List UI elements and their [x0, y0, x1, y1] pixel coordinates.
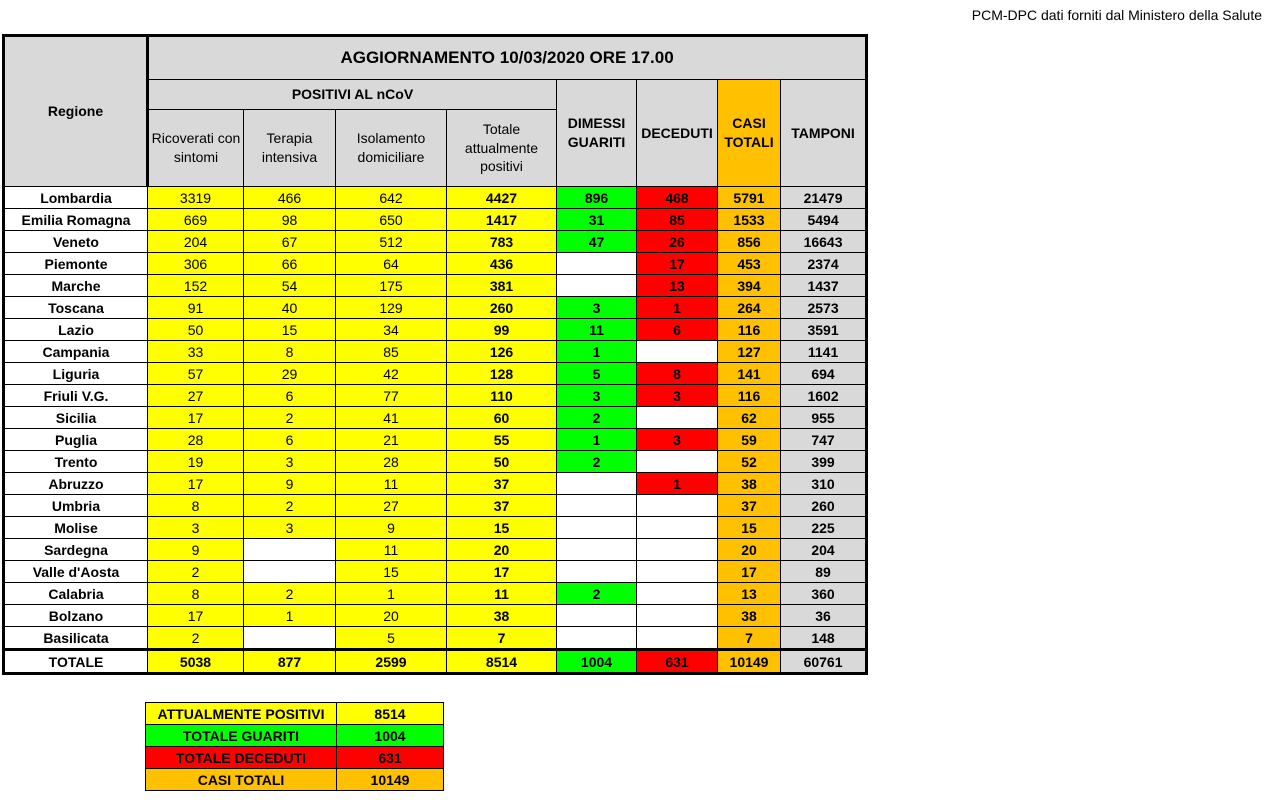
cell-isolamento: 27: [336, 495, 447, 517]
cell-isolamento: 85: [336, 341, 447, 363]
cell-tamponi: 5494: [781, 209, 867, 231]
cell-dimessi: [557, 539, 637, 561]
summary-value: 631: [337, 747, 444, 769]
header-deceduti: DECEDUTI: [637, 80, 718, 187]
covid-region-table: [2, 34, 868, 675]
summary-value: 1004: [337, 725, 444, 747]
cell-deceduti: [637, 341, 718, 363]
cell-regione: Valle d'Aosta: [4, 561, 148, 583]
cell-regione: Piemonte: [4, 253, 148, 275]
cell-isolamento: 42: [336, 363, 447, 385]
cell-ricoverati: 669: [148, 209, 244, 231]
cell-totale: 110: [447, 385, 557, 407]
cell-terapia: [244, 539, 336, 561]
cell-deceduti: [637, 451, 718, 473]
summary-table: [145, 702, 444, 791]
cell-casi: 59: [718, 429, 781, 451]
cell-terapia: 3: [244, 517, 336, 539]
cell-dimessi: [557, 495, 637, 517]
cell-deceduti: 631: [637, 650, 718, 674]
cell-dimessi: 2: [557, 451, 637, 473]
cell-deceduti: 6: [637, 319, 718, 341]
table-row: [4, 495, 867, 517]
cell-dimessi: [557, 605, 637, 627]
cell-dimessi: 47: [557, 231, 637, 253]
cell-dimessi: 1: [557, 341, 637, 363]
cell-tamponi: 360: [781, 583, 867, 605]
cell-regione: Lombardia: [4, 187, 148, 209]
cell-deceduti: [637, 539, 718, 561]
cell-totale: 11: [447, 583, 557, 605]
summary-label: TOTALE DECEDUTI: [146, 747, 337, 769]
cell-terapia: 877: [244, 650, 336, 674]
source-note: PCM-DPC dati forniti dal Ministero della Salute: [971, 7, 1262, 23]
cell-totale: 38: [447, 605, 557, 627]
cell-regione: Campania: [4, 341, 148, 363]
cell-casi: 7: [718, 627, 781, 650]
cell-tamponi: 2374: [781, 253, 867, 275]
cell-deceduti: [637, 407, 718, 429]
cell-ricoverati: 28: [148, 429, 244, 451]
cell-regione: Umbria: [4, 495, 148, 517]
cell-isolamento: 1: [336, 583, 447, 605]
cell-ricoverati: 2: [148, 627, 244, 650]
cell-isolamento: 34: [336, 319, 447, 341]
cell-deceduti: 17: [637, 253, 718, 275]
cell-regione: Bolzano: [4, 605, 148, 627]
cell-dimessi: 2: [557, 407, 637, 429]
cell-totale: 55: [447, 429, 557, 451]
cell-regione: Friuli V.G.: [4, 385, 148, 407]
cell-casi: 1533: [718, 209, 781, 231]
cell-ricoverati: 3319: [148, 187, 244, 209]
cell-regione: Toscana: [4, 297, 148, 319]
header-title: AGGIORNAMENTO 10/03/2020 ORE 17.00: [148, 36, 867, 80]
cell-dimessi: 3: [557, 385, 637, 407]
table-row: [4, 627, 867, 650]
cell-ricoverati: 306: [148, 253, 244, 275]
table-row: [4, 209, 867, 231]
cell-ricoverati: 3: [148, 517, 244, 539]
cell-totale: 60: [447, 407, 557, 429]
cell-tamponi: 36: [781, 605, 867, 627]
cell-casi: 116: [718, 385, 781, 407]
cell-casi: 20: [718, 539, 781, 561]
cell-isolamento: 11: [336, 473, 447, 495]
summary-value: 10149: [337, 769, 444, 791]
cell-ricoverati: 9: [148, 539, 244, 561]
cell-casi: 62: [718, 407, 781, 429]
table-row: [4, 583, 867, 605]
cell-dimessi: 5: [557, 363, 637, 385]
cell-regione: Abruzzo: [4, 473, 148, 495]
cell-deceduti: [637, 583, 718, 605]
cell-isolamento: 2599: [336, 650, 447, 674]
cell-dimessi: [557, 517, 637, 539]
table-row: [4, 319, 867, 341]
header-terapia: Terapia intensiva: [244, 110, 336, 187]
table-row: [4, 253, 867, 275]
cell-dimessi: [557, 275, 637, 297]
cell-tamponi: 225: [781, 517, 867, 539]
cell-dimessi: 896: [557, 187, 637, 209]
cell-tamponi: 60761: [781, 650, 867, 674]
cell-totale: 126: [447, 341, 557, 363]
cell-dimessi: [557, 473, 637, 495]
totals-row: [4, 650, 867, 674]
cell-deceduti: 13: [637, 275, 718, 297]
cell-terapia: 8: [244, 341, 336, 363]
cell-ricoverati: 33: [148, 341, 244, 363]
header-ricoverati: Ricoverati con sintomi: [148, 110, 244, 187]
cell-tamponi: 3591: [781, 319, 867, 341]
cell-tamponi: 2573: [781, 297, 867, 319]
cell-regione: Molise: [4, 517, 148, 539]
cell-ricoverati: 17: [148, 605, 244, 627]
cell-tamponi: 310: [781, 473, 867, 495]
cell-deceduti: [637, 495, 718, 517]
header-dimessi: DIMESSI GUARITI: [557, 80, 637, 187]
cell-isolamento: 64: [336, 253, 447, 275]
cell-casi: 5791: [718, 187, 781, 209]
table-row: [4, 297, 867, 319]
cell-totale: 37: [447, 495, 557, 517]
cell-terapia: 54: [244, 275, 336, 297]
cell-ricoverati: 8: [148, 495, 244, 517]
table-row: [4, 539, 867, 561]
cell-casi: 116: [718, 319, 781, 341]
table-row: [4, 517, 867, 539]
header-totale-positivi: Totale attualmente positivi: [447, 110, 557, 187]
cell-regione: Basilicata: [4, 627, 148, 650]
summary-label: ATTUALMENTE POSITIVI: [146, 703, 337, 725]
cell-terapia: 6: [244, 429, 336, 451]
cell-totale: 7: [447, 627, 557, 650]
cell-ricoverati: 2: [148, 561, 244, 583]
cell-isolamento: 175: [336, 275, 447, 297]
cell-isolamento: 11: [336, 539, 447, 561]
cell-tamponi: 204: [781, 539, 867, 561]
cell-terapia: [244, 561, 336, 583]
cell-deceduti: 1: [637, 473, 718, 495]
cell-totale: 436: [447, 253, 557, 275]
cell-tamponi: 1602: [781, 385, 867, 407]
cell-casi: 38: [718, 473, 781, 495]
cell-terapia: 1: [244, 605, 336, 627]
header-positivi: POSITIVI AL nCoV: [148, 80, 557, 110]
cell-tamponi: 16643: [781, 231, 867, 253]
cell-casi: 856: [718, 231, 781, 253]
cell-totale: 4427: [447, 187, 557, 209]
cell-dimessi: 1: [557, 429, 637, 451]
cell-casi: 37: [718, 495, 781, 517]
table-row: [4, 561, 867, 583]
cell-tamponi: 694: [781, 363, 867, 385]
cell-deceduti: [637, 605, 718, 627]
cell-totale: 128: [447, 363, 557, 385]
cell-tamponi: 89: [781, 561, 867, 583]
cell-terapia: 66: [244, 253, 336, 275]
cell-regione: Marche: [4, 275, 148, 297]
cell-regione: Puglia: [4, 429, 148, 451]
cell-deceduti: 468: [637, 187, 718, 209]
table-row: [4, 231, 867, 253]
cell-isolamento: 512: [336, 231, 447, 253]
cell-dimessi: 3: [557, 297, 637, 319]
cell-terapia: 15: [244, 319, 336, 341]
cell-ricoverati: 152: [148, 275, 244, 297]
cell-totale: 1417: [447, 209, 557, 231]
table-row: [4, 429, 867, 451]
cell-deceduti: 3: [637, 429, 718, 451]
summary-value: 8514: [337, 703, 444, 725]
cell-tamponi: 747: [781, 429, 867, 451]
cell-ricoverati: 17: [148, 407, 244, 429]
cell-totale: 50: [447, 451, 557, 473]
cell-ricoverati: 27: [148, 385, 244, 407]
cell-dimessi: [557, 627, 637, 650]
cell-ricoverati: 5038: [148, 650, 244, 674]
cell-terapia: 67: [244, 231, 336, 253]
cell-casi: 264: [718, 297, 781, 319]
header-isolamento: Isolamento domiciliare: [336, 110, 447, 187]
cell-terapia: 466: [244, 187, 336, 209]
cell-isolamento: 21: [336, 429, 447, 451]
table-body: [4, 187, 867, 674]
cell-terapia: 40: [244, 297, 336, 319]
cell-ricoverati: 8: [148, 583, 244, 605]
cell-terapia: 2: [244, 583, 336, 605]
cell-isolamento: 5: [336, 627, 447, 650]
cell-regione: Liguria: [4, 363, 148, 385]
cell-deceduti: [637, 627, 718, 650]
cell-totale: 99: [447, 319, 557, 341]
cell-terapia: 3: [244, 451, 336, 473]
summary-label: TOTALE GUARITI: [146, 725, 337, 747]
summary-row: [146, 747, 444, 769]
table-row: [4, 385, 867, 407]
cell-ricoverati: 204: [148, 231, 244, 253]
cell-isolamento: 28: [336, 451, 447, 473]
cell-totale: 8514: [447, 650, 557, 674]
cell-isolamento: 129: [336, 297, 447, 319]
cell-ricoverati: 91: [148, 297, 244, 319]
table-row: [4, 407, 867, 429]
cell-ricoverati: 50: [148, 319, 244, 341]
cell-deceduti: [637, 517, 718, 539]
cell-regione: Veneto: [4, 231, 148, 253]
cell-terapia: 2: [244, 495, 336, 517]
cell-terapia: 2: [244, 407, 336, 429]
cell-terapia: 29: [244, 363, 336, 385]
cell-tamponi: 1141: [781, 341, 867, 363]
table-row: [4, 363, 867, 385]
table-row: [4, 187, 867, 209]
cell-totale: 15: [447, 517, 557, 539]
cell-casi: 394: [718, 275, 781, 297]
cell-totale: 20: [447, 539, 557, 561]
cell-dimessi: 1004: [557, 650, 637, 674]
cell-deceduti: 8: [637, 363, 718, 385]
cell-deceduti: [637, 561, 718, 583]
cell-totale: 381: [447, 275, 557, 297]
cell-tamponi: 955: [781, 407, 867, 429]
cell-casi: 10149: [718, 650, 781, 674]
cell-regione: Trento: [4, 451, 148, 473]
cell-isolamento: 9: [336, 517, 447, 539]
cell-casi: 38: [718, 605, 781, 627]
cell-totale: 783: [447, 231, 557, 253]
cell-tamponi: 148: [781, 627, 867, 650]
cell-tamponi: 399: [781, 451, 867, 473]
cell-terapia: 98: [244, 209, 336, 231]
header-tamponi: TAMPONI: [781, 80, 867, 187]
cell-regione: Lazio: [4, 319, 148, 341]
cell-ricoverati: 17: [148, 473, 244, 495]
cell-regione: TOTALE: [4, 650, 148, 674]
cell-regione: Sicilia: [4, 407, 148, 429]
cell-isolamento: 77: [336, 385, 447, 407]
cell-isolamento: 650: [336, 209, 447, 231]
cell-deceduti: 26: [637, 231, 718, 253]
cell-terapia: [244, 627, 336, 650]
cell-dimessi: 31: [557, 209, 637, 231]
cell-casi: 17: [718, 561, 781, 583]
cell-deceduti: 1: [637, 297, 718, 319]
cell-ricoverati: 19: [148, 451, 244, 473]
cell-terapia: 6: [244, 385, 336, 407]
summary-row: [146, 769, 444, 791]
cell-tamponi: 1437: [781, 275, 867, 297]
cell-isolamento: 20: [336, 605, 447, 627]
table-row: [4, 341, 867, 363]
cell-isolamento: 41: [336, 407, 447, 429]
cell-isolamento: 642: [336, 187, 447, 209]
cell-dimessi: 2: [557, 583, 637, 605]
cell-casi: 13: [718, 583, 781, 605]
summary-label: CASI TOTALI: [146, 769, 337, 791]
table-row: [4, 473, 867, 495]
cell-totale: 37: [447, 473, 557, 495]
cell-deceduti: 85: [637, 209, 718, 231]
summary-row: [146, 703, 444, 725]
cell-isolamento: 15: [336, 561, 447, 583]
cell-tamponi: 260: [781, 495, 867, 517]
cell-casi: 127: [718, 341, 781, 363]
cell-totale: 260: [447, 297, 557, 319]
cell-dimessi: [557, 561, 637, 583]
cell-dimessi: [557, 253, 637, 275]
header-regione: Regione: [4, 36, 148, 187]
cell-ricoverati: 57: [148, 363, 244, 385]
cell-terapia: 9: [244, 473, 336, 495]
table-row: [4, 451, 867, 473]
header-casi: CASI TOTALI: [718, 80, 781, 187]
cell-regione: Emilia Romagna: [4, 209, 148, 231]
cell-casi: 52: [718, 451, 781, 473]
cell-regione: Sardegna: [4, 539, 148, 561]
summary-row: [146, 725, 444, 747]
cell-tamponi: 21479: [781, 187, 867, 209]
cell-dimessi: 11: [557, 319, 637, 341]
table-row: [4, 275, 867, 297]
cell-totale: 17: [447, 561, 557, 583]
cell-casi: 15: [718, 517, 781, 539]
table-row: [4, 605, 867, 627]
cell-casi: 141: [718, 363, 781, 385]
cell-regione: Calabria: [4, 583, 148, 605]
cell-casi: 453: [718, 253, 781, 275]
cell-deceduti: 3: [637, 385, 718, 407]
